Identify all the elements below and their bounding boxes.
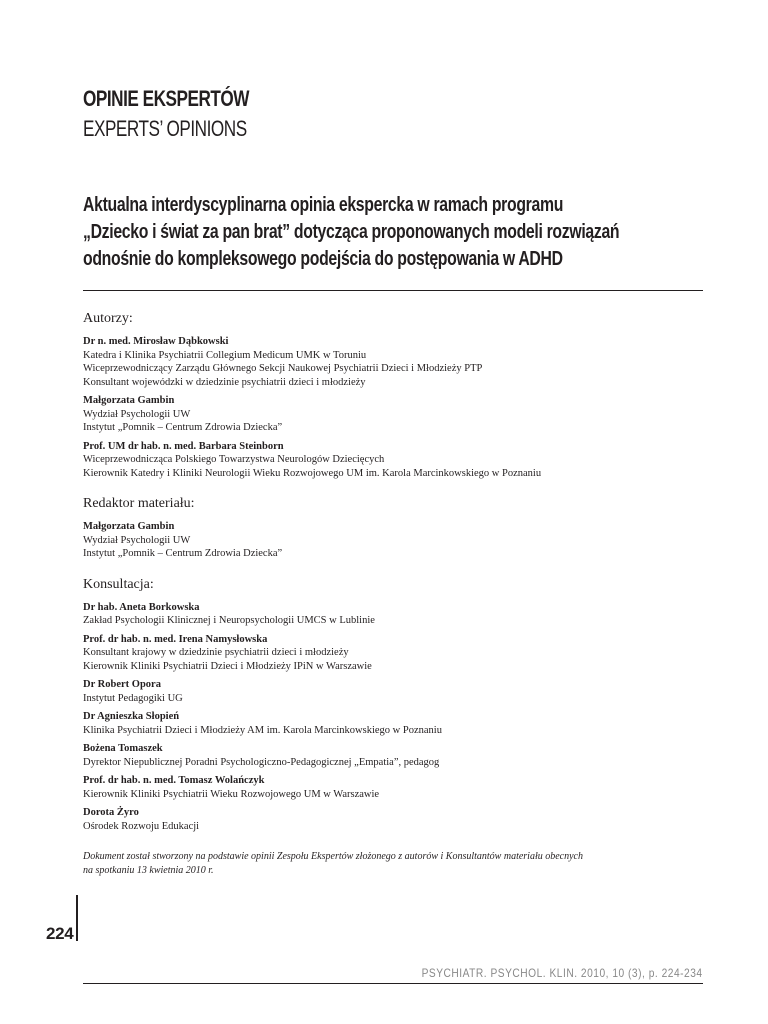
contributors-block bbox=[83, 310, 723, 838]
consultant-entry bbox=[83, 601, 723, 628]
author-affiliation: Konsultant wojewódzki w dziedzinie psychiatrii dzieci i młodzieży bbox=[83, 376, 366, 388]
consultant-entry bbox=[83, 710, 723, 737]
consultant-name: Bożena Tomaszek bbox=[83, 743, 163, 754]
page-number-divider bbox=[76, 895, 78, 941]
section-label-polish: OPINIE EKSPERTÓW bbox=[83, 86, 250, 111]
consultant-name: Prof. dr hab. n. med. Irena Namysłowska bbox=[83, 633, 268, 645]
consultant-entry bbox=[83, 774, 723, 801]
journal-citation: PSYCHIATR. PSYCHOL. KLIN. 2010, 10 (3), p. 224-234 bbox=[421, 966, 703, 980]
consultant-name: Dr Robert Opora bbox=[83, 679, 161, 690]
title-line: Aktualna interdyscyplinarna opinia ekspercka w ramach programu bbox=[83, 194, 564, 216]
section-label-english: EXPERTS’ OPINIONS bbox=[83, 116, 247, 141]
editor-heading: Redaktor materiału: bbox=[83, 496, 195, 511]
title-line: „Dziecko i świat za pan brat” dotycząca proponowanych modeli rozwiązań bbox=[83, 221, 620, 243]
note-line: na spotkaniu 13 kwietnia 2010 r. bbox=[83, 865, 214, 876]
author-affiliation: Wiceprzewodnicząca Polskiego Towarzystwa Neurologów Dziecięcych bbox=[83, 454, 385, 465]
author-name: Prof. UM dr hab. n. med. Barbara Steinborn bbox=[83, 440, 284, 452]
consultant-entry bbox=[83, 633, 723, 674]
author-entry bbox=[83, 335, 723, 389]
page-number: 224 bbox=[46, 924, 74, 943]
editor-affiliation: Instytut „Pomnik – Centrum Zdrowia Dziecka” bbox=[83, 548, 283, 559]
consultant-entry bbox=[83, 742, 723, 769]
consultant-name: Prof. dr hab. n. med. Tomasz Wolańczyk bbox=[83, 775, 265, 786]
consultant-name: Dr Agnieszka Słopień bbox=[83, 711, 180, 722]
title-line: odnośnie do kompleksowego podejścia do postępowania w ADHD bbox=[83, 248, 563, 270]
consultant-name: Dorota Żyro bbox=[83, 807, 139, 818]
consultant-entry bbox=[83, 806, 723, 833]
title-divider bbox=[83, 290, 703, 291]
article-title bbox=[83, 192, 715, 273]
editor-entry bbox=[83, 520, 723, 561]
consultant-entry bbox=[83, 678, 723, 705]
consultant-affiliation: Kierownik Kliniki Psychiatrii Wieku Rozwojowego UM w Warszawie bbox=[83, 788, 380, 800]
author-entry bbox=[83, 440, 723, 481]
consultant-affiliation: Kierownik Kliniki Psychiatrii Dzieci i Młodzieży IPiN w Warszawie bbox=[83, 660, 372, 672]
consultant-affiliation: Instytut Pedagogiki UG bbox=[83, 692, 183, 704]
consultant-affiliation: Dyrektor Niepublicznej Poradni Psychologiczno-Pedagogicznej „Empatia”, pedagog bbox=[83, 756, 440, 768]
editor-name: Małgorzata Gambin bbox=[83, 521, 175, 532]
note-line: Dokument został stworzony na podstawie opinii Zespołu Ekspertów złożonego z autorów i Konsultantów materiału obecnych bbox=[83, 851, 583, 862]
author-affiliation: Wiceprzewodniczący Zarządu Głównego Sekcji Naukowej Psychiatrii Dzieci i Młodzieży PTP bbox=[83, 363, 483, 374]
author-name: Małgorzata Gambin bbox=[83, 395, 175, 406]
author-affiliation: Wydział Psychologii UW bbox=[83, 408, 191, 420]
consultant-affiliation: Ośrodek Rozwoju Edukacji bbox=[83, 820, 200, 832]
consultant-name: Dr hab. Aneta Borkowska bbox=[83, 601, 200, 613]
consultation-heading: Konsultacja: bbox=[83, 576, 154, 592]
consultant-affiliation: Zakład Psychologii Klinicznej i Neuropsychologii UMCS w Lublinie bbox=[83, 615, 375, 626]
footer-divider bbox=[83, 983, 703, 984]
author-name: Dr n. med. Mirosław Dąbkowski bbox=[83, 336, 229, 347]
authors-heading: Autorzy: bbox=[83, 311, 133, 326]
editor-affiliation: Wydział Psychologii UW bbox=[83, 534, 191, 546]
consultant-affiliation: Konsultant krajowy w dziedzinie psychiatrii dzieci i młodzieży bbox=[83, 647, 349, 658]
author-affiliation: Katedra i Klinika Psychiatrii Collegium Medicum UMK w Toruniu bbox=[83, 349, 367, 361]
author-affiliation: Kierownik Katedry i Kliniki Neurologii Wieku Rozwojowego UM im. Karola Marcinkowskiego w Poznaniu bbox=[83, 467, 542, 479]
consultant-affiliation: Klinika Psychiatrii Dzieci i Młodzieży AM im. Karola Marcinkowskiego w Poznaniu bbox=[83, 724, 442, 736]
author-affiliation: Instytut „Pomnik – Centrum Zdrowia Dziecka” bbox=[83, 422, 283, 433]
author-entry bbox=[83, 394, 723, 435]
document-note bbox=[83, 850, 703, 878]
